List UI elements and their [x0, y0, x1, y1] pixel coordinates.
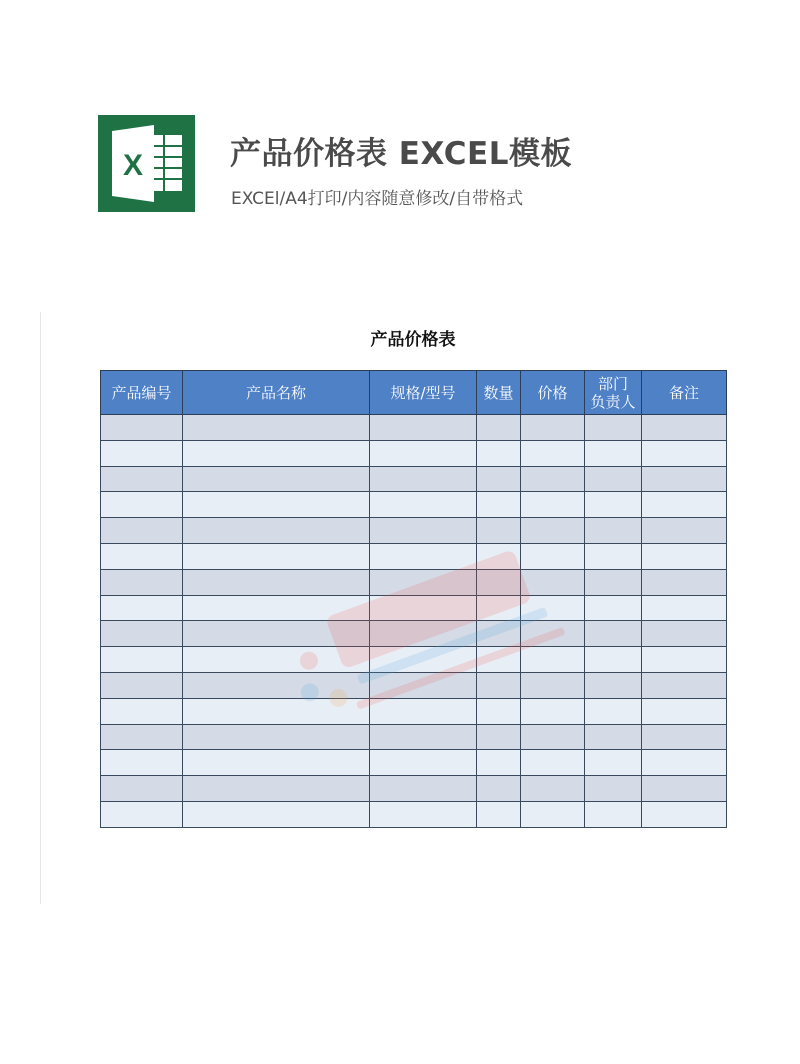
price-table — [100, 370, 727, 828]
table-cell[interactable] — [521, 724, 585, 750]
table-cell[interactable] — [642, 543, 727, 569]
table-cell[interactable] — [183, 776, 370, 802]
table-cell[interactable] — [585, 698, 642, 724]
table-cell[interactable] — [477, 621, 521, 647]
table-cell[interactable] — [642, 518, 727, 544]
table-cell[interactable] — [642, 466, 727, 492]
table-cell[interactable] — [370, 440, 477, 466]
table-cell[interactable] — [642, 492, 727, 518]
table-cell[interactable] — [642, 776, 727, 802]
table-cell[interactable] — [642, 750, 727, 776]
table-cell[interactable] — [585, 595, 642, 621]
table-cell[interactable] — [477, 801, 521, 827]
col-product-name[interactable]: 产品名称 — [183, 371, 370, 415]
table-cell[interactable] — [370, 466, 477, 492]
col-notes[interactable]: 备注 — [642, 371, 727, 415]
excel-logo — [98, 115, 195, 212]
table-cell[interactable] — [370, 750, 477, 776]
table-cell[interactable] — [183, 415, 370, 441]
table-cell[interactable] — [101, 776, 183, 802]
table-cell[interactable] — [370, 724, 477, 750]
table-cell[interactable] — [477, 776, 521, 802]
table-cell[interactable] — [642, 724, 727, 750]
table-row — [101, 440, 727, 466]
table-cell[interactable] — [183, 801, 370, 827]
page-title: 产品价格表 EXCEL模板 — [230, 136, 572, 172]
table-cell[interactable] — [183, 647, 370, 673]
table-cell[interactable] — [477, 440, 521, 466]
table-cell[interactable] — [183, 492, 370, 518]
table-cell[interactable] — [101, 647, 183, 673]
table-cell[interactable] — [585, 518, 642, 544]
table-cell[interactable] — [642, 440, 727, 466]
table-cell[interactable] — [370, 801, 477, 827]
table-cell[interactable] — [101, 569, 183, 595]
table-cell[interactable] — [101, 518, 183, 544]
table-cell[interactable] — [183, 518, 370, 544]
table-cell[interactable] — [183, 698, 370, 724]
table-cell[interactable] — [521, 415, 585, 441]
table-row — [101, 415, 727, 441]
table-cell[interactable] — [101, 492, 183, 518]
table-cell[interactable] — [521, 492, 585, 518]
table-cell[interactable] — [370, 518, 477, 544]
table-cell[interactable] — [477, 672, 521, 698]
table-cell[interactable] — [585, 776, 642, 802]
table-cell[interactable] — [585, 415, 642, 441]
table-cell[interactable] — [521, 801, 585, 827]
table-cell[interactable] — [183, 569, 370, 595]
table-cell[interactable] — [183, 750, 370, 776]
table-cell[interactable] — [477, 466, 521, 492]
table-row — [101, 621, 727, 647]
table-cell[interactable] — [585, 647, 642, 673]
table-cell[interactable] — [585, 750, 642, 776]
table-cell[interactable] — [642, 672, 727, 698]
table-cell[interactable] — [585, 569, 642, 595]
table-row — [101, 466, 727, 492]
col-price[interactable]: 价格 — [521, 371, 585, 415]
col-dept-owner[interactable] — [585, 371, 642, 415]
table-cell[interactable] — [370, 595, 477, 621]
table-row — [101, 801, 727, 827]
table-cell[interactable] — [585, 466, 642, 492]
table-cell[interactable] — [370, 543, 477, 569]
table-cell[interactable] — [521, 569, 585, 595]
table-cell[interactable] — [370, 647, 477, 673]
table-cell[interactable] — [521, 440, 585, 466]
table-cell[interactable] — [183, 672, 370, 698]
table-cell[interactable] — [585, 440, 642, 466]
table-cell[interactable] — [585, 724, 642, 750]
table-cell[interactable] — [521, 466, 585, 492]
table-cell[interactable] — [642, 647, 727, 673]
table-header-row — [101, 371, 727, 415]
table-cell[interactable] — [521, 698, 585, 724]
table-cell[interactable] — [101, 750, 183, 776]
table-cell[interactable] — [642, 621, 727, 647]
table-cell[interactable] — [642, 415, 727, 441]
table-cell[interactable] — [521, 595, 585, 621]
table-cell[interactable] — [477, 569, 521, 595]
table-cell[interactable] — [370, 698, 477, 724]
table-cell[interactable] — [585, 801, 642, 827]
table-cell[interactable] — [642, 569, 727, 595]
col-product-id[interactable]: 产品编号 — [101, 371, 183, 415]
table-cell[interactable] — [183, 724, 370, 750]
table-cell[interactable] — [477, 518, 521, 544]
page-subtitle: EXCEl/A4打印/内容随意修改/自带格式 — [231, 189, 524, 209]
table-cell[interactable] — [101, 724, 183, 750]
table-cell[interactable] — [585, 672, 642, 698]
table-cell[interactable] — [521, 672, 585, 698]
table-cell[interactable] — [477, 698, 521, 724]
table-cell[interactable] — [477, 492, 521, 518]
table-cell[interactable] — [585, 543, 642, 569]
table-cell[interactable] — [370, 415, 477, 441]
table-cell[interactable] — [183, 621, 370, 647]
table-cell[interactable] — [183, 440, 370, 466]
table-cell[interactable] — [521, 543, 585, 569]
table-cell[interactable] — [585, 621, 642, 647]
table-cell[interactable] — [370, 621, 477, 647]
table-row — [101, 543, 727, 569]
table-cell[interactable] — [101, 672, 183, 698]
table-cell[interactable] — [477, 724, 521, 750]
table-cell[interactable] — [183, 543, 370, 569]
table-cell[interactable] — [370, 492, 477, 518]
table-row — [101, 698, 727, 724]
col-dept-owner-line1: 部门 — [597, 374, 628, 393]
table-cell[interactable] — [101, 415, 183, 441]
table-row — [101, 750, 727, 776]
excel-icon — [98, 115, 195, 212]
table-row — [101, 647, 727, 673]
table-row — [101, 518, 727, 544]
table-cell[interactable] — [183, 595, 370, 621]
table-cell[interactable] — [477, 647, 521, 673]
table-cell[interactable] — [642, 801, 727, 827]
table-cell[interactable] — [477, 543, 521, 569]
table-cell[interactable] — [183, 466, 370, 492]
col-spec-model[interactable]: 规格/型号 — [370, 371, 477, 415]
table-cell[interactable] — [521, 518, 585, 544]
table-cell[interactable] — [101, 466, 183, 492]
table-cell[interactable] — [521, 750, 585, 776]
table-cell[interactable] — [370, 776, 477, 802]
table-cell[interactable] — [521, 776, 585, 802]
table-row — [101, 492, 727, 518]
table-cell[interactable] — [477, 415, 521, 441]
table-body — [101, 415, 727, 828]
table-cell[interactable] — [370, 672, 477, 698]
table-cell[interactable] — [101, 621, 183, 647]
table-cell[interactable] — [477, 750, 521, 776]
table-row — [101, 569, 727, 595]
table-cell[interactable] — [101, 595, 183, 621]
table-cell[interactable] — [521, 647, 585, 673]
table-row — [101, 672, 727, 698]
logo-letter: X — [122, 149, 144, 182]
table-row — [101, 776, 727, 802]
table-cell[interactable] — [370, 569, 477, 595]
table-cell[interactable] — [642, 595, 727, 621]
table-cell[interactable] — [585, 492, 642, 518]
col-dept-owner-line2: 负责人 — [590, 392, 636, 411]
table-cell[interactable] — [101, 440, 183, 466]
table-cell[interactable] — [477, 595, 521, 621]
sheet-title: 产品价格表 — [370, 330, 456, 350]
page-margin-line — [40, 312, 41, 904]
table-cell[interactable] — [521, 621, 585, 647]
table-cell[interactable] — [642, 698, 727, 724]
table-cell[interactable] — [101, 801, 183, 827]
table-cell[interactable] — [101, 698, 183, 724]
table-cell[interactable] — [101, 543, 183, 569]
table-row — [101, 595, 727, 621]
col-quantity[interactable]: 数量 — [477, 371, 521, 415]
table-row — [101, 724, 727, 750]
